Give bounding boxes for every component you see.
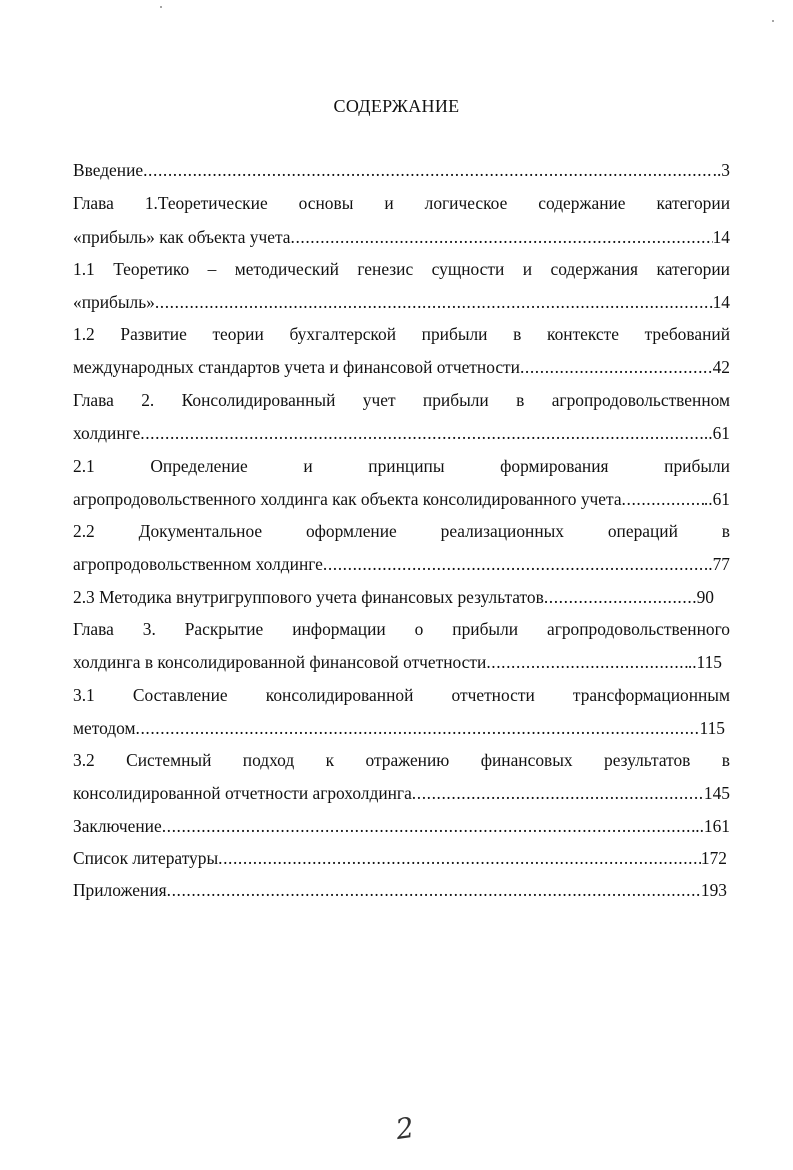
- toc-entry-2-2: 2.2 Документальное оформление реализационных операций в: [73, 521, 730, 541]
- toc-entry-chapter-2: Глава 2. Консолидированный учет прибыли в агропродовольственном: [73, 390, 730, 410]
- toc-entry-2-3: 2.3 Методика внутригруппового учета финансовых результатов ..... 90: [73, 585, 714, 609]
- toc-entry-1-1: 1.1 Теоретико – методический генезис сущности и содержания категории: [73, 259, 730, 279]
- toc-page-number: 193: [700, 880, 727, 900]
- scan-speck: [772, 20, 774, 22]
- toc-page-number: 90: [696, 587, 714, 607]
- toc-entry-references: Список литературы ..... 172: [73, 846, 727, 870]
- toc-entry-2-2-cont: агропродовольственном холдинге ..... ..77: [73, 552, 730, 576]
- toc-page-number: ..77: [703, 554, 730, 574]
- toc-entry-2-1: 2.1 Определение и принципы формирования прибыли: [73, 456, 730, 476]
- toc-entry-2-1-cont: агропродовольственного холдинга как объекта консолидированного учета ..... ..61: [73, 487, 730, 511]
- toc-page-number: 14: [712, 292, 730, 312]
- toc-page-number: ..115: [687, 652, 722, 672]
- page-title: СОДЕРЖАНИЕ: [333, 96, 460, 116]
- toc-entry-chapter-1-cont: «прибыль» как объекта учета ..... 14: [73, 225, 730, 249]
- toc-entry-3-2: 3.2 Системный подход к отражению финансовых результатов в: [73, 750, 730, 770]
- toc-entry-1-1-cont: «прибыль» ..... 14: [73, 290, 730, 314]
- toc-page-number: ..3: [712, 160, 730, 180]
- toc-entry-chapter-3: Глава 3. Раскрытие информации о прибыли агропродовольственного: [73, 619, 730, 639]
- toc-entry-3-1: 3.1 Составление консолидированной отчетности трансформационным: [73, 685, 730, 705]
- toc-page-number: 145: [703, 783, 730, 803]
- toc-entry-chapter-2-cont: холдинге ..... ..61: [73, 421, 730, 445]
- toc-entry-chapter-3-cont: холдинга в консолидированной финансовой отчетности ..... ..115: [73, 650, 722, 674]
- toc-entry-intro: Введение ..... ..3: [73, 158, 730, 182]
- toc-entry-chapter-1: Глава 1.Теоретические основы и логическое содержание категории: [73, 193, 730, 213]
- toc-page-number: ..61: [703, 423, 730, 443]
- handwritten-page-number: 2: [393, 1110, 417, 1147]
- toc-entry-1-2-cont: международных стандартов учета и финансовой отчетности ..... 42: [73, 355, 730, 379]
- toc-page-number: 14: [712, 227, 730, 247]
- toc-page-number: ..61: [703, 489, 730, 509]
- toc-page-number: 42: [712, 357, 730, 377]
- toc-entry-1-2: 1.2 Развитие теории бухгалтерской прибыли в контексте требований: [73, 324, 730, 344]
- scan-speck: [160, 6, 162, 8]
- toc-entry-3-2-cont: консолидированной отчетности агрохолдинга ..... 145: [73, 781, 730, 805]
- toc-entry-conclusion: Заключение ..... ..161: [73, 814, 730, 838]
- toc-page-number: 115: [699, 718, 725, 738]
- toc-page-number: 172: [700, 848, 727, 868]
- toc-page-number: ..161: [695, 816, 730, 836]
- toc-entry-3-1-cont: методом ..... 115: [73, 716, 725, 740]
- toc-entry-appendices: Приложения ..... 193: [73, 878, 727, 902]
